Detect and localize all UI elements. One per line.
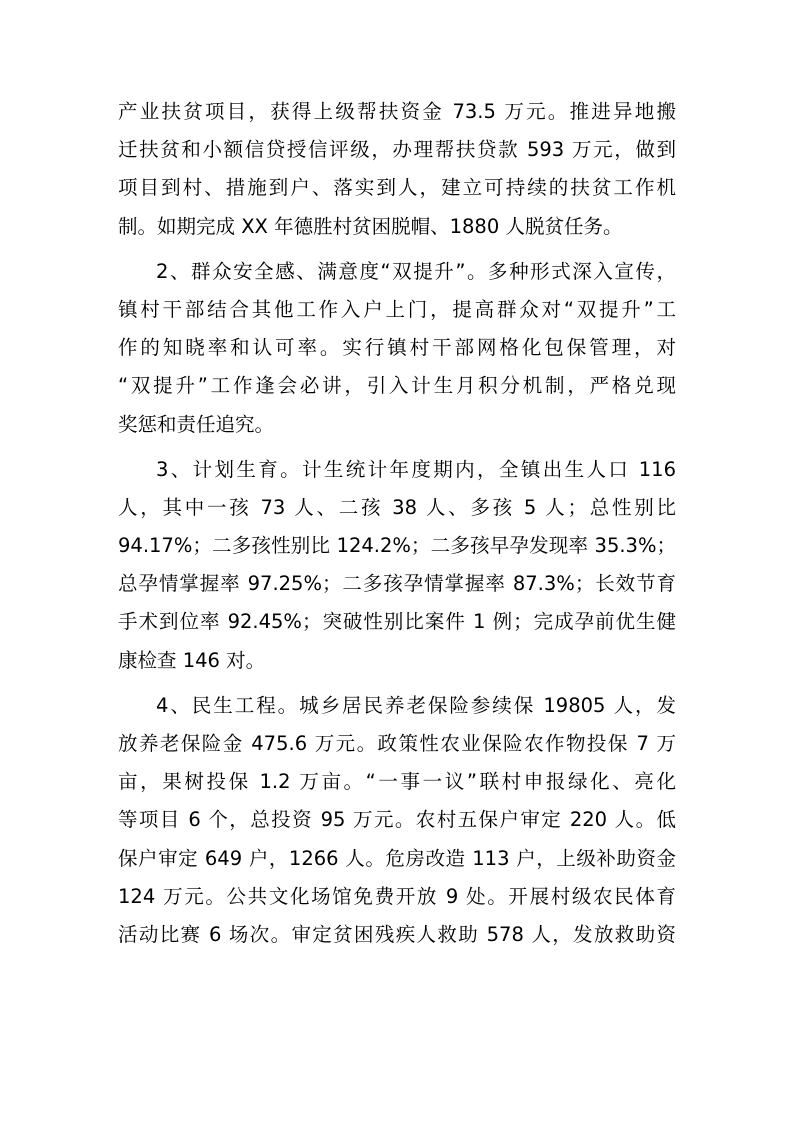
text-line: 手术到位率 92.45%；突破性别比案件 1 例；完成孕前优生健	[118, 610, 676, 634]
text-line: 等项目 6 个，总投资 95 万元。农村五保户审定 220 人。低	[118, 808, 676, 832]
text-line: 3、计划生育。计生统计年度期内，全镇出生人口 116	[156, 457, 676, 481]
paragraph-double-improvement	[118, 253, 676, 444]
text-line: 4、民生工程。城乡居民养老保险参续保 19805 人，发	[156, 693, 676, 717]
text-line: 作的知晓率和认可率。实行镇村干部网格化包保管理，对	[118, 336, 676, 360]
paragraph-livelihood-projects	[118, 687, 676, 954]
text-line: 放养老保险金 475.6 万元。政策性农业保险农作物投保 7 万	[118, 732, 676, 755]
paragraph-family-planning	[118, 451, 676, 680]
text-line: 项目到村、措施到户、落实到人，建立可持续的扶贫工作机	[118, 176, 676, 200]
text-line: 124 万元。公共文化场馆免费开放 9 处。开展村级农民体育	[118, 884, 676, 908]
text-line: “双提升”工作逢会必讲，引入计生月积分机制，严格兑现	[118, 374, 676, 398]
text-line: 亩，果树投保 1.2 万亩。“一事一议”联村申报绿化、亮化	[118, 770, 676, 794]
text-line: 康检查 146 对。	[118, 648, 266, 672]
text-line: 94.17%；二多孩性别比 124.2%；二多孩早孕发现率 35.3%；	[118, 534, 676, 558]
text-line: 人，其中一孩 73 人、二孩 38 人、多孩 5 人；总性别比	[118, 495, 676, 519]
text-line: 总孕情掌握率 97.25%；二多孩孕情掌握率 87.3%；长效节育	[118, 572, 676, 596]
text-line: 奖惩和责任追究。	[118, 412, 275, 436]
text-line: 产业扶贫项目，获得上级帮扶资金 73.5 万元。推进异地搬	[118, 100, 676, 123]
text-line: 活动比赛 6 场次。审定贫困残疾人救助 578 人，发放救助资	[118, 922, 676, 946]
text-line: 制。如期完成 XX 年德胜村贫困脱帽、1880 人脱贫任务。	[118, 214, 623, 238]
text-line: 保户审定 649 户，1266 人。危房改造 113 户，上级补助资金	[118, 846, 676, 870]
paragraph-poverty-alleviation	[118, 93, 676, 246]
text-line: 2、群众安全感、满意度“双提升”。多种形式深入宣传，	[156, 259, 676, 283]
text-line: 迁扶贫和小额信贷授信评级，办理帮扶贷款 593 万元，做到	[118, 138, 676, 162]
text-line: 镇村干部结合其他工作入户上门，提高群众对“双提升”工	[118, 297, 676, 321]
